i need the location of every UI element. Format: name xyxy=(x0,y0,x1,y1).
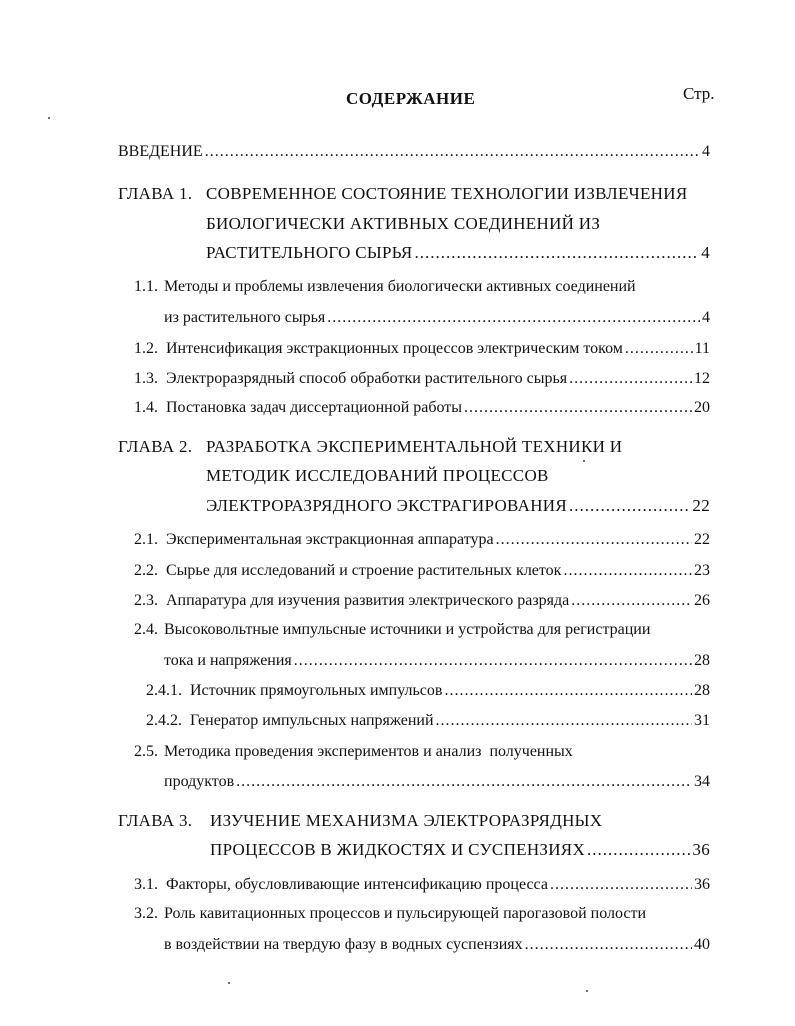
toc-entry-1-1 xyxy=(164,309,710,327)
section-number: 2.1. xyxy=(134,531,158,548)
section-title: Интенсификация экстракционных процессов электрическим током xyxy=(166,340,623,357)
section-number: 2.3. xyxy=(134,592,158,609)
leader-dots xyxy=(327,309,700,327)
subsection-number: 2.4.2. xyxy=(146,712,182,729)
entry-page: 34 xyxy=(694,773,710,790)
entry-page: 22 xyxy=(692,496,710,515)
chapter-title-line: БИОЛОГИЧЕСКИ АКТИВНЫХ СОЕДИНЕНИЙ ИЗ xyxy=(206,214,601,233)
chapter-number: ГЛАВА 2. xyxy=(118,437,193,456)
scan-speck xyxy=(228,982,230,984)
entry-page: 36 xyxy=(692,840,710,859)
leader-dots xyxy=(550,876,692,894)
leader-dots xyxy=(525,936,692,954)
chapter-title-line: МЕТОДИК ИССЛЕДОВАНИЙ ПРОЦЕССОВ xyxy=(206,466,549,485)
toc-entry-3-2 xyxy=(164,936,710,954)
page-column-label: Стр. xyxy=(683,84,715,103)
leader-dots xyxy=(569,496,690,516)
section-title-line: из растительного сырья xyxy=(164,309,326,326)
toc-entry-introduction xyxy=(118,143,710,161)
leader-dots xyxy=(444,682,692,700)
leader-dots xyxy=(436,712,692,730)
leader-dots xyxy=(415,243,700,263)
entry-page: 4 xyxy=(702,309,710,326)
section-number: 3.2. xyxy=(134,905,158,922)
toc-entry-1-4 xyxy=(134,399,710,417)
entry-page: 26 xyxy=(694,592,710,609)
entry-page: 28 xyxy=(694,682,710,699)
leader-dots xyxy=(571,592,692,610)
leader-dots xyxy=(205,143,700,161)
scan-speck xyxy=(583,460,585,462)
section-title: Постановка задач диссертационной работы xyxy=(166,399,463,416)
section-number: 1.3. xyxy=(134,370,158,387)
toc-entry-chapter-1 xyxy=(206,243,710,263)
subsection-title: Источник прямоугольных импульсов xyxy=(190,682,443,699)
section-title: Электроразрядный способ обработки растительного сырья xyxy=(166,370,568,387)
leader-dots xyxy=(569,370,692,388)
section-title-line: в воздействии на твердую фазу в водных суспензиях xyxy=(164,936,523,953)
chapter-title-line: ЭЛЕКТРОРАЗРЯДНОГО ЭКСТРАГИРОВАНИЯ xyxy=(206,496,567,515)
toc-entry-2-1 xyxy=(134,531,710,549)
entry-page: 36 xyxy=(694,876,710,893)
toc-entry-2-5 xyxy=(164,773,710,791)
entry-title: ВВЕДЕНИЕ xyxy=(118,143,203,160)
entry-page: 11 xyxy=(694,340,710,357)
leader-dots xyxy=(625,340,693,358)
section-number: 3.1. xyxy=(134,876,158,893)
subsection-number: 2.4.1. xyxy=(146,682,182,699)
chapter-number: ГЛАВА 3. xyxy=(118,811,193,830)
entry-page: 31 xyxy=(694,712,710,729)
section-title-line: Высоковольтные импульсные источники и устройства для регистрации xyxy=(164,621,651,638)
section-title-line: Методика проведения экспериментов и анализ полученных xyxy=(164,743,573,760)
toc-entry-2-2 xyxy=(134,562,710,580)
leader-dots xyxy=(496,531,692,549)
section-number: 2.2. xyxy=(134,562,158,579)
section-number: 2.4. xyxy=(134,621,158,638)
entry-page: 20 xyxy=(694,399,710,416)
toc-entry-chapter-3 xyxy=(210,840,710,860)
section-title-line: Методы и проблемы извлечения биологически активных соединений xyxy=(164,278,636,295)
entry-page: 22 xyxy=(694,531,710,548)
chapter-title-line: СОВРЕМЕННОЕ СОСТОЯНИЕ ТЕХНОЛОГИИ ИЗВЛЕЧЕНИЯ xyxy=(206,184,688,203)
section-title-line: продуктов xyxy=(164,773,235,790)
chapter-title-line: ПРОЦЕССОВ В ЖИДКОСТЯХ И СУСПЕНЗИЯХ xyxy=(210,840,586,859)
section-number: 1.1. xyxy=(134,278,158,295)
subsection-title: Генератор импульсных напряжений xyxy=(190,712,434,729)
entry-page: 12 xyxy=(694,370,710,387)
chapter-title-line: РАЗРАБОТКА ЭКСПЕРИМЕНТАЛЬНОЙ ТЕХНИКИ И xyxy=(206,437,623,456)
section-title: Экспериментальная экстракционная аппаратура xyxy=(166,531,494,548)
toc-entry-1-3 xyxy=(134,370,710,388)
toc-entry-1-2 xyxy=(134,340,710,358)
entry-page: 4 xyxy=(701,243,710,262)
section-number: 2.5. xyxy=(134,743,158,760)
entry-page: 28 xyxy=(694,652,710,669)
chapter-number: ГЛАВА 1. xyxy=(118,184,193,203)
section-title-line: Роль кавитационных процессов и пульсирующей парогазовой полости xyxy=(164,905,647,922)
toc-title: СОДЕРЖАНИЕ xyxy=(346,89,476,108)
leader-dots xyxy=(294,652,692,670)
scan-speck xyxy=(48,117,50,119)
toc-entry-2-4 xyxy=(164,652,710,670)
leader-dots xyxy=(587,840,690,860)
toc-entry-3-1 xyxy=(134,876,710,894)
toc-entry-2-4-2 xyxy=(146,712,710,730)
chapter-title-line: РАСТИТЕЛЬНОГО СЫРЬЯ xyxy=(206,243,413,262)
entry-page: 40 xyxy=(694,936,710,953)
section-number: 1.2. xyxy=(134,340,158,357)
toc-entry-2-3 xyxy=(134,592,710,610)
toc-entry-2-4-1 xyxy=(146,682,710,700)
leader-dots xyxy=(563,562,692,580)
scan-speck xyxy=(586,990,588,992)
chapter-title-line: ИЗУЧЕНИЕ МЕХАНИЗМА ЭЛЕКТРОРАЗРЯДНЫХ xyxy=(210,811,603,830)
section-title: Аппаратура для изучения развития электрического разряда xyxy=(166,592,570,609)
section-title: Сырье для исследований и строение растительных клеток xyxy=(166,562,562,579)
section-title: Факторы, обусловливающие интенсификацию процесса xyxy=(166,876,548,893)
toc-entry-chapter-2 xyxy=(206,496,710,516)
section-title-line: тока и напряжения xyxy=(164,652,292,669)
section-number: 1.4. xyxy=(134,399,158,416)
leader-dots xyxy=(236,773,692,791)
entry-page: 4 xyxy=(702,143,710,160)
leader-dots xyxy=(464,399,692,417)
entry-page: 23 xyxy=(694,562,710,579)
